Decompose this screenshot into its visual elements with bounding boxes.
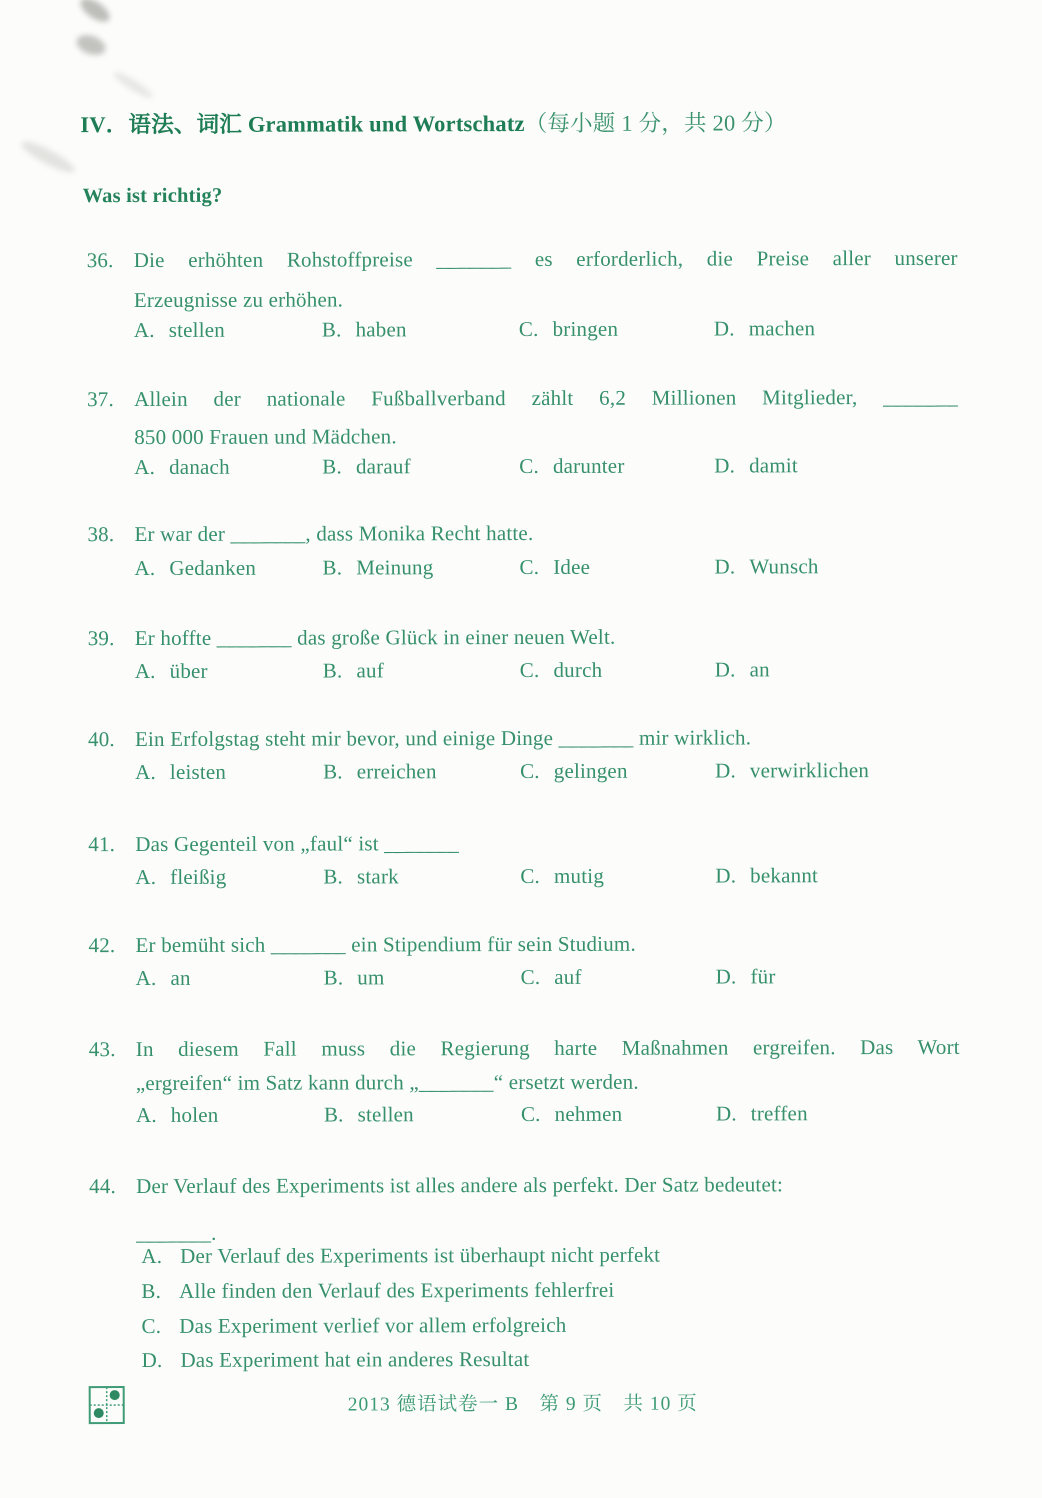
option-c: C. gelingen [520, 758, 628, 784]
option-d-text: Wunsch [749, 554, 819, 579]
question-number: 38. [87, 522, 115, 547]
option-c-text: gelingen [553, 758, 628, 783]
option-b-text: darauf [355, 454, 411, 479]
option-d: D. treffen [715, 1101, 808, 1126]
question-text: Erzeugnisse zu erhöhen. [133, 287, 344, 313]
option-d: D. verwirklichen [715, 758, 870, 783]
option-a: A. fleißig [135, 864, 227, 890]
blank-line: _______. [136, 1220, 217, 1246]
option-a: A. an [135, 965, 191, 991]
question-text: In diesem Fall muss die Regierung harte Maßnahmen ergreifen. Das Wort [135, 1034, 960, 1062]
choice-c-text: Das Experiment verlief vor allem erfolgreich [179, 1312, 567, 1338]
option-c: C. nehmen [520, 1101, 623, 1127]
choice-a-text: Der Verlauf des Experiments ist überhaupt nicht perfekt [180, 1242, 661, 1268]
question-number: 40. [87, 727, 115, 752]
option-a-text: an [170, 965, 191, 990]
options-row [135, 863, 995, 893]
option-a: A. danach [134, 454, 230, 480]
option-b: B. haben [321, 317, 407, 342]
option-a-text: über [169, 658, 208, 683]
option-a-text: Gedanken [169, 555, 257, 580]
option-b-text: stark [356, 864, 399, 889]
question-text: Er bemüht sich _______ ein Stipendium für sein Studium. [135, 931, 636, 958]
option-a-text: danach [169, 454, 230, 479]
options-row [135, 758, 995, 788]
question-text: Er hoffte _______ das große Glück in einer neuen Welt. [134, 624, 616, 651]
option-d-text: machen [748, 316, 816, 341]
option-b: B. stark [323, 864, 399, 889]
option-c: C. darunter [519, 453, 625, 479]
choice-d-text: Das Experiment hat ein anderes Resultat [180, 1346, 530, 1372]
question-number: 43. [88, 1037, 116, 1062]
option-c-text: durch [553, 657, 603, 682]
option-d-text: verwirklichen [749, 758, 870, 783]
section-heading [80, 105, 786, 139]
option-d-text: bekannt [750, 863, 819, 888]
question-number: 42. [88, 933, 116, 958]
option-d: D. bekannt [715, 863, 819, 888]
option-c: C. durch [519, 657, 603, 683]
option-d: D. machen [713, 316, 816, 341]
options-row [134, 453, 994, 483]
option-b: B. Meinung [322, 555, 434, 580]
option-c: C. Idee [519, 554, 591, 580]
choice-b-text: Alle finden den Verlauf des Experiments fehlerfrei [179, 1277, 615, 1303]
option-a: A. über [134, 658, 208, 684]
option-a: A. leisten [135, 759, 227, 785]
option-a: A. Gedanken [134, 555, 257, 581]
question-text: Der Verlauf des Experiments ist alles andere als perfekt. Der Satz bedeutet: [136, 1172, 784, 1199]
question-text: „ergreifen“ im Satz kann durch „_______“ ersetzt werden. [135, 1069, 639, 1096]
question-text: 850 000 Frauen und Mädchen. [134, 424, 397, 450]
option-c-text: nehmen [554, 1101, 623, 1126]
option-a-text: holen [170, 1102, 219, 1127]
option-d: D. an [714, 657, 770, 682]
question-number: 44. [89, 1174, 117, 1199]
question-42 [0, 931, 1042, 991]
question-number: 36. [86, 248, 114, 273]
option-c: C. auf [520, 964, 582, 990]
option-b-text: stellen [357, 1102, 414, 1127]
option-a: A. stellen [133, 317, 225, 343]
option-a-text: stellen [168, 317, 225, 342]
choice-d: D. Das Experiment hat ein anderes Resultat [141, 1346, 530, 1372]
option-c-text: auf [554, 964, 582, 989]
option-c-text: bringen [552, 316, 619, 341]
question-text: Das Gegenteil von „faul“ ist _______ [135, 831, 460, 857]
question-text: Die erhöhten Rohstoffpreise _______ es erforderlich, die Preise aller unserer [133, 245, 958, 273]
question-43 [1, 1034, 1042, 1128]
option-d-text: an [749, 657, 770, 682]
option-b-text: erreichen [356, 759, 437, 784]
option-b: B. stellen [323, 1102, 414, 1127]
option-b: B. auf [322, 658, 384, 683]
question-text: Allein der nationale Fußballverband zählt 6,2 Millionen Mitglieder, _______ [134, 384, 959, 412]
option-a-text: fleißig [170, 864, 227, 889]
options-row [136, 1101, 996, 1131]
choice-b: B. Alle finden den Verlauf des Experiments fehlerfrei [141, 1277, 615, 1303]
options-row [134, 316, 994, 346]
section-title: IV．语法、词汇 Grammatik und Wortschatz [80, 110, 525, 138]
option-a: A. holen [135, 1102, 219, 1128]
option-c: C. bringen [518, 316, 619, 342]
question-text: Er war der _______, dass Monika Recht hatte. [134, 520, 534, 547]
options-row [134, 554, 994, 584]
question-number: 37. [87, 387, 114, 412]
question-38 [0, 520, 1041, 581]
option-b-text: haben [355, 317, 407, 342]
option-d-text: damit [749, 453, 798, 478]
option-b: B. darauf [322, 454, 411, 479]
page-footer: 2013 德语试卷一 B 第 9 页 共 10 页 [347, 1393, 698, 1416]
option-c-text: mutig [553, 863, 605, 888]
question-39 [0, 624, 1042, 684]
option-d: D. für [715, 964, 776, 989]
option-b: B. um [323, 965, 385, 990]
option-b-text: auf [356, 658, 384, 683]
option-b-text: Meinung [356, 555, 434, 580]
option-d-text: für [750, 964, 776, 989]
option-b: B. erreichen [323, 759, 437, 784]
option-c: C. mutig [520, 863, 605, 889]
option-d: D. damit [714, 453, 798, 478]
option-d-text: treffen [750, 1101, 808, 1126]
question-44 [1, 1172, 1042, 1372]
question-37 [0, 384, 1041, 480]
question-number: 39. [87, 626, 115, 651]
question-number: 41. [88, 832, 116, 857]
option-b-text: um [357, 965, 385, 990]
options-row [135, 657, 995, 687]
question-36 [0, 245, 1041, 343]
option-d: D. Wunsch [714, 554, 819, 579]
question-40 [0, 725, 1042, 785]
choice-a: A. Der Verlauf des Experiments ist überhaupt nicht perfekt [141, 1242, 661, 1268]
choice-c: C. Das Experiment verlief vor allem erfolgreich [141, 1312, 567, 1338]
question-41 [0, 830, 1042, 890]
section-points: （每小题 1 分，共 20 分） [524, 110, 787, 136]
option-a-text: leisten [169, 759, 227, 784]
question-text: Ein Erfolgstag steht mir bevor, und einige Dinge _______ mir wirklich. [134, 725, 752, 752]
option-c-text: darunter [552, 453, 625, 478]
option-c-text: Idee [553, 554, 591, 579]
options-row [136, 964, 996, 994]
instruction-text: Was ist richtig? [82, 184, 223, 208]
